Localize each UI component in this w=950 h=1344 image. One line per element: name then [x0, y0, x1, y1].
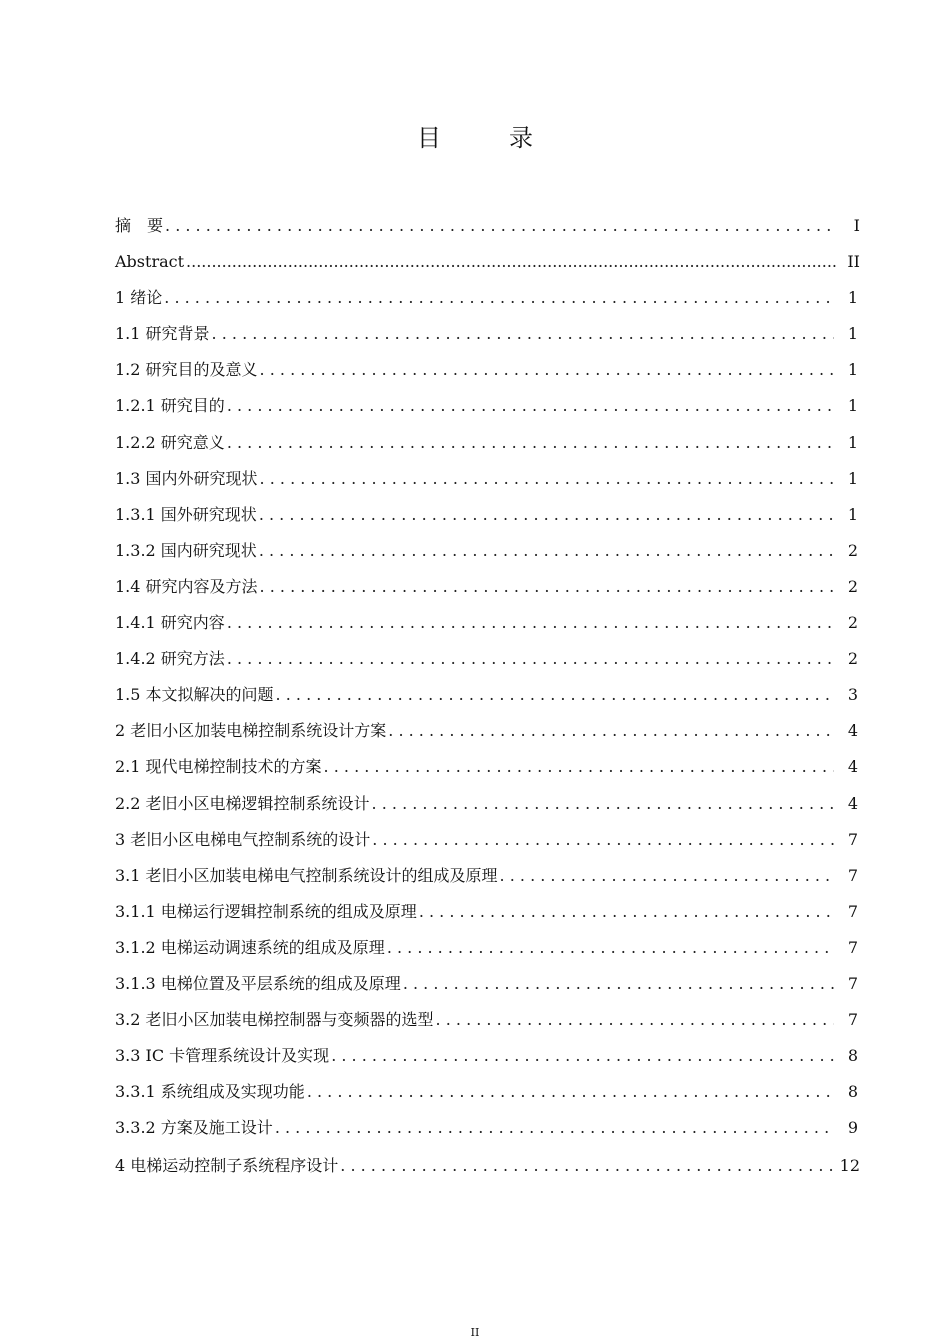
- toc-entry-1-2-2[interactable]: [115, 425, 860, 461]
- toc-leader-dots: [276, 677, 834, 713]
- toc-entry-label: 3.2 老旧小区加装电梯控制器与变频器的选型: [115, 1010, 434, 1030]
- toc-entry-label: 1 绪论: [115, 288, 163, 308]
- toc-entry-page: 4: [847, 757, 858, 777]
- toc-entry-2-1[interactable]: [115, 749, 860, 785]
- toc-entry-page: 9: [847, 1118, 858, 1138]
- toc-entry-page: 8: [847, 1082, 858, 1102]
- toc-entry-3-2[interactable]: [115, 1002, 860, 1038]
- toc-entry-label: 3 老旧小区电梯电气控制系统的设计: [115, 829, 371, 849]
- toc-entry-abstract-cn[interactable]: [115, 208, 860, 244]
- toc-entry-label: 3.1.1 电梯运行逻辑控制系统的组成及原理: [115, 901, 417, 921]
- toc-leader-dots: [307, 1074, 834, 1110]
- toc-entry-2[interactable]: [115, 713, 860, 749]
- toc-entry-page: 3: [847, 685, 858, 705]
- toc-entry-label: 3.1.3 电梯位置及平层系统的组成及原理: [115, 973, 401, 993]
- toc-entry-page: 4: [847, 721, 858, 741]
- toc-entry-page: 1: [847, 396, 858, 416]
- toc-entry-page: 7: [847, 1010, 858, 1030]
- toc-leader-dots: [500, 858, 834, 894]
- toc-entry-label: 3.1.2 电梯运动调速系统的组成及原理: [115, 937, 385, 957]
- toc-leader-dots: [212, 316, 834, 352]
- toc-entry-3-3-1[interactable]: [115, 1074, 860, 1110]
- toc-entry-label: 4 电梯运动控制子系统程序设计: [115, 1156, 339, 1176]
- toc-entry-page: 1: [847, 432, 858, 452]
- toc-entry-label: 1.2.2 研究意义: [115, 432, 225, 452]
- toc-entry-page: 7: [847, 937, 858, 957]
- toc-leader-dots: [436, 1002, 834, 1038]
- toc-leader-dots: [387, 930, 834, 966]
- toc-entry-page: 2: [847, 613, 858, 633]
- toc-leader-dots: [388, 713, 834, 749]
- toc-entry-page: 8: [847, 1046, 858, 1066]
- toc-leader-dots: [259, 497, 834, 533]
- toc-entry-1-4-1[interactable]: [115, 605, 860, 641]
- toc-entry-4[interactable]: [115, 1146, 860, 1186]
- toc-entry-label: 1.4.2 研究方法: [115, 649, 225, 669]
- toc-entry-label: Abstract: [115, 252, 185, 272]
- toc-entry-label: 3.3 IC 卡管理系统设计及实现: [115, 1046, 330, 1066]
- toc-entry-2-2[interactable]: [115, 786, 860, 822]
- toc-entry-label: 摘 要: [115, 216, 164, 235]
- toc-entry-page: 1: [847, 468, 858, 488]
- toc-entry-label: 1.3 国内外研究现状: [115, 468, 258, 488]
- toc-leader-dots: [259, 533, 834, 569]
- toc-entry-label: 1.5 本文拟解决的问题: [115, 685, 274, 705]
- toc-entry-label: 1.1 研究背景: [115, 324, 210, 344]
- toc-leader-dots: [227, 641, 834, 677]
- toc-entry-3-3[interactable]: [115, 1038, 860, 1074]
- toc-entry-abstract-en[interactable]: [115, 244, 860, 280]
- toc-entry-3-1-1[interactable]: [115, 894, 860, 930]
- toc-entry-3-3-2[interactable]: [115, 1110, 860, 1146]
- toc-entry-1-2[interactable]: [115, 352, 860, 388]
- toc-leader-dots: [260, 461, 834, 497]
- toc-entry-label: 1.2 研究目的及意义: [115, 360, 258, 380]
- toc-entry-3-1-2[interactable]: [115, 930, 860, 966]
- toc-leader-dots: [186, 244, 836, 280]
- toc-entry-1-1[interactable]: [115, 316, 860, 352]
- toc-leader-dots: [260, 569, 834, 605]
- toc-entry-label: 2.2 老旧小区电梯逻辑控制系统设计: [115, 793, 370, 813]
- toc-leader-dots: [324, 749, 834, 785]
- toc-entry-1-5[interactable]: [115, 677, 860, 713]
- toc-entry-1-3-1[interactable]: [115, 497, 860, 533]
- toc-entry-page: 7: [847, 973, 858, 993]
- toc-entry-label: 1.4 研究内容及方法: [115, 576, 258, 596]
- toc-entry-page: 2: [847, 540, 858, 560]
- toc-entry-page: 12: [839, 1156, 860, 1176]
- page-title: 目 录: [417, 124, 555, 152]
- toc-entry-label: 1.2.1 研究目的: [115, 396, 225, 416]
- toc-entry-page: 2: [847, 649, 858, 669]
- toc-leader-dots: [419, 894, 834, 930]
- toc-entry-1-3[interactable]: [115, 461, 860, 497]
- toc-entry-3[interactable]: [115, 822, 860, 858]
- page-number: II: [470, 1326, 480, 1339]
- toc-entry-page: 1: [847, 324, 858, 344]
- toc-entry-page: 1: [847, 360, 858, 380]
- toc-leader-dots: [403, 966, 834, 1002]
- toc-entry-label: 3.1 老旧小区加装电梯电气控制系统设计的组成及原理: [115, 865, 498, 885]
- toc-entry-1[interactable]: [115, 280, 860, 316]
- toc-entry-page: 1: [847, 504, 858, 524]
- toc-entry-1-4[interactable]: [115, 569, 860, 605]
- toc-leader-dots: [227, 425, 834, 461]
- toc-entry-1-2-1[interactable]: [115, 388, 860, 424]
- toc-entry-label: 2 老旧小区加装电梯控制系统设计方案: [115, 721, 387, 741]
- toc-entry-label: 2.1 现代电梯控制技术的方案: [115, 757, 322, 777]
- toc-entry-3-1-3[interactable]: [115, 966, 860, 1002]
- toc-entry-page: 7: [847, 865, 858, 885]
- toc-entry-label: 3.3.1 系统组成及实现功能: [115, 1082, 305, 1102]
- toc-entry-label: 3.3.2 方案及施工设计: [115, 1118, 273, 1138]
- toc-entry-page: 7: [847, 829, 858, 849]
- toc-leader-dots: [227, 388, 834, 424]
- toc-entry-page: 2: [847, 576, 858, 596]
- toc-leader-dots: [372, 786, 834, 822]
- toc-leader-dots: [165, 208, 836, 244]
- toc-entry-1-4-2[interactable]: [115, 641, 860, 677]
- toc-entry-label: 1.4.1 研究内容: [115, 613, 225, 633]
- toc-entry-page: 1: [847, 288, 858, 308]
- toc-entry-label: 1.3.2 国内研究现状: [115, 540, 257, 560]
- table-of-contents: [115, 208, 860, 1186]
- toc-entry-3-1[interactable]: [115, 858, 860, 894]
- toc-entry-page: II: [847, 252, 860, 272]
- toc-leader-dots: [372, 822, 834, 858]
- toc-entry-label: 1.3.1 国外研究现状: [115, 504, 257, 524]
- toc-entry-page: 4: [847, 793, 858, 813]
- toc-leader-dots: [331, 1038, 834, 1074]
- toc-leader-dots: [260, 352, 834, 388]
- toc-entry-page: 7: [847, 901, 858, 921]
- toc-leader-dots: [164, 280, 834, 316]
- toc-leader-dots: [340, 1146, 836, 1186]
- toc-leader-dots: [227, 605, 834, 641]
- toc-entry-page: I: [853, 216, 860, 235]
- toc-leader-dots: [275, 1110, 834, 1146]
- toc-entry-1-3-2[interactable]: [115, 533, 860, 569]
